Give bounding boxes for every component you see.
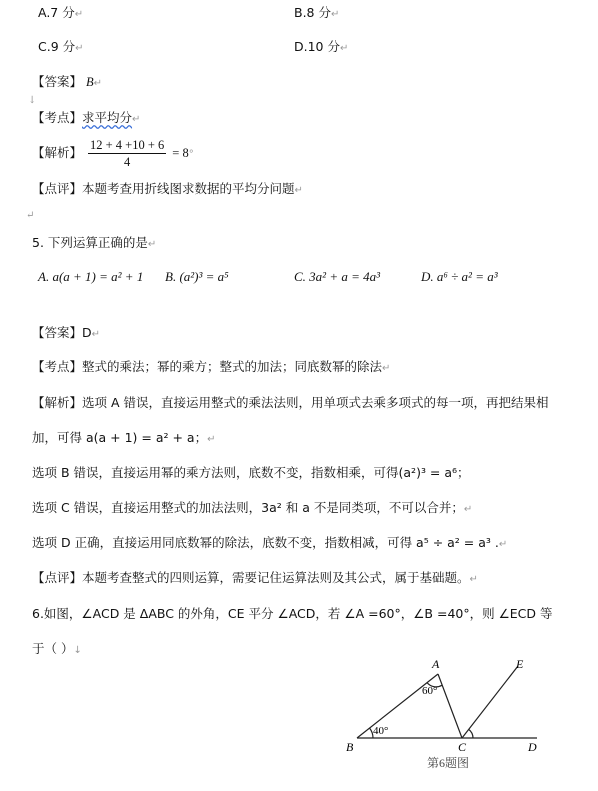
q5-option-c: C. 3a² + a = 4a³ [294, 269, 381, 284]
q4-kaodian: 【考点】求平均分↵ [32, 110, 141, 125]
label-A: A [432, 657, 440, 671]
q5-dianping: 【点评】本题考查整式的四则运算，需要记住运算法则及其公式，属于基础题。↵ [32, 570, 478, 585]
jiexi-label: 【解析】 [32, 395, 83, 410]
q5-option-d: D. a⁶ ÷ a² = a³ [421, 269, 498, 284]
segment-CE [462, 666, 518, 738]
dianping-label: 【点评】 [32, 181, 83, 196]
angle-arc-C [469, 729, 473, 738]
q5-line-c: 选项 C 错误，直接运用整式的加法法则，3a² 和 a 不是同类项，不可以合并；↵ [32, 500, 473, 515]
kaodian-label: 【考点】 [32, 110, 83, 125]
dianping-label: 【点评】 [32, 570, 83, 585]
q6-stem-line1: 6.如图，∠ACD 是 ΔABC 的外角，CE 平分 ∠ACD，若 ∠A =60°，∠B =40°，则 ∠ECD 等 [32, 606, 553, 621]
fraction-numerator: 12 + 4 +10 + 6 [90, 138, 165, 152]
q5-line-d: 选项 D 正确，直接运用同底数幂的除法，底数不变，指数相减，可得 a⁵ ÷ a² = a³ .↵ [32, 535, 508, 550]
angle-label-B: 40° [373, 725, 389, 737]
answer-value: D [82, 325, 92, 340]
q4-jiexi: 【解析】 $\frac{12 + 4 +10 + 6}{4}$ = 8° [32, 138, 194, 169]
jiexi-label: 【解析】 [32, 145, 83, 160]
paragraph-mark: ↵ [26, 210, 35, 221]
option-b: B.8 分↵ [294, 5, 340, 20]
label-B: B [346, 740, 354, 754]
answer-value: B [86, 75, 94, 89]
figure-caption: 第6题图 [427, 756, 470, 770]
q5-jiexi-line1: 【解析】选项 A 错误，直接运用整式的乘法法则，用单项式去乘多项式的每一项，再把结果相 [32, 395, 549, 410]
kaodian-text: 整式的乘法；幂的乘方；整式的加法；同底数幂的除法 [82, 359, 383, 374]
kaodian-label: 【考点】 [32, 359, 83, 374]
geometry-figure [340, 652, 550, 777]
dianping-text: 本题考查整式的四则运算，需要记住运算法则及其公式，属于基础题。 [82, 570, 470, 585]
answer-label: 【答案】 [32, 325, 83, 340]
kaodian-text: 求平均分 [82, 110, 133, 125]
angle-label-A: 60° [422, 685, 438, 697]
q5-line-b: 选项 B 错误，直接运用幂的乘方法则，底数不变，指数相乘，可得(a²)³ = a⁶； [32, 465, 470, 480]
option-d: D.10 分↵ [294, 39, 349, 54]
label-E: E [516, 657, 524, 671]
q6-stem-line2: 于（ ）↓ [32, 641, 82, 656]
paragraph-mark: ↓ [28, 95, 37, 106]
answer-label: 【答案】 [32, 74, 83, 89]
q5-stem: 5. 下列运算正确的是↵ [32, 235, 157, 250]
q5-answer: 【答案】D↵ [32, 325, 101, 340]
q5-kaodian: 【考点】整式的乘法；幂的乘方；整式的加法；同底数幂的除法↵ [32, 359, 391, 374]
option-a: A.7 分↵ [38, 5, 84, 20]
dianping-text: 本题考查用折线图求数据的平均分问题 [82, 181, 295, 196]
q5-option-a: A. a(a + 1) = a² + 1 [38, 269, 144, 284]
fraction-result: = 8 [172, 146, 189, 160]
segment-AC [438, 674, 462, 738]
segment-BA [357, 674, 438, 738]
q5-option-b: B. (a²)³ = a⁵ [165, 269, 229, 284]
label-D: D [528, 740, 537, 754]
label-C: C [458, 740, 467, 754]
option-c: C.9 分↵ [38, 39, 84, 54]
fraction [88, 137, 166, 170]
q5-jiexi-line2: 加，可得 a(a + 1) = a² + a；↵ [32, 430, 216, 445]
q4-answer: 【答案】 B↵ [32, 74, 103, 89]
fraction-denominator: 4 [124, 155, 131, 169]
q4-dianping: 【点评】本题考查用折线图求数据的平均分问题↵ [32, 181, 303, 196]
